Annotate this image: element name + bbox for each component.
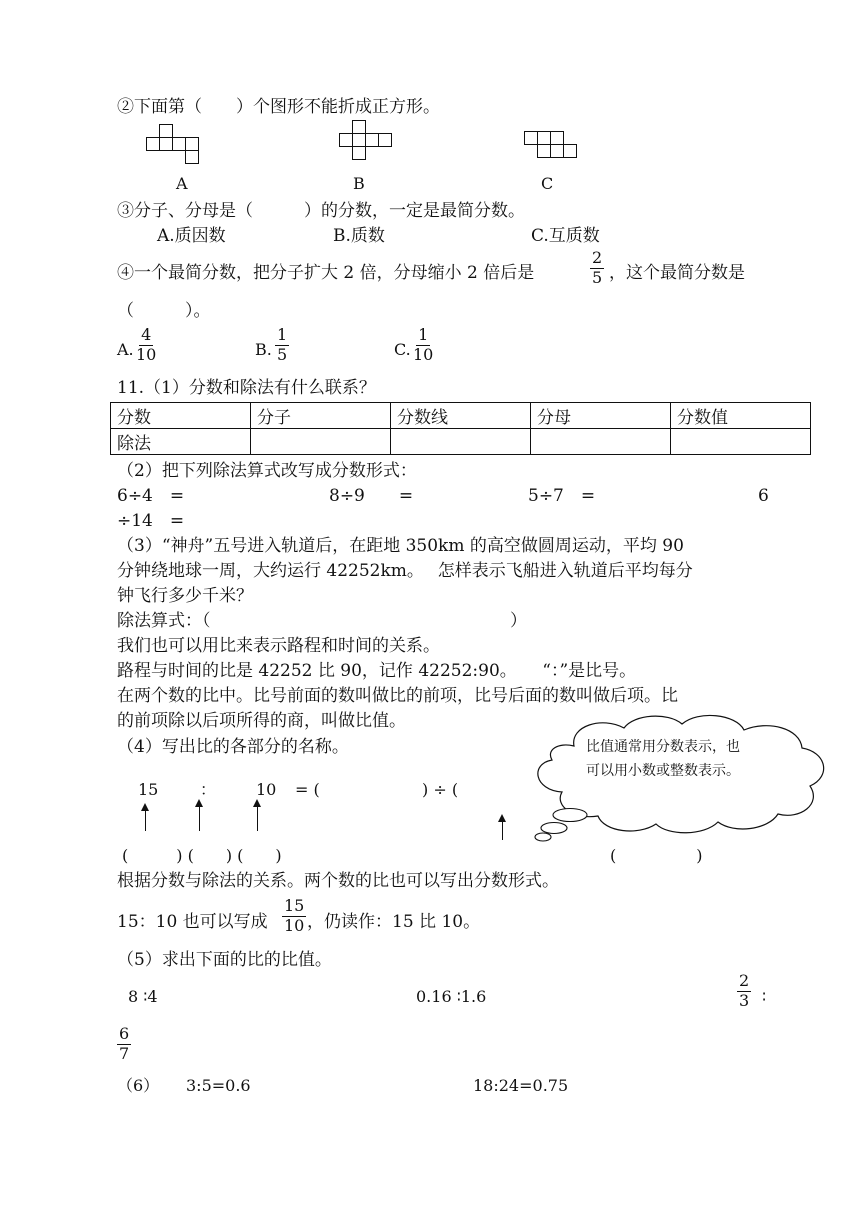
ratio-value-b: 0.16 ∶1.6 [416, 987, 487, 1006]
ratio-intro: 我们也可以用比来表示路程和时间的关系。 [117, 636, 440, 656]
ratio-value-d-num: 6 [119, 1024, 130, 1043]
table-cell [531, 429, 671, 455]
q4-fraction-den: 5 [592, 267, 603, 287]
q11-part6-label: （6） [117, 1076, 160, 1095]
fraction-relation: 根据分数与除法的关系。两个数的比也可以写出分数形式。 [117, 871, 559, 891]
ratio-colon: ： [200, 780, 217, 799]
fraction-division-table [110, 402, 811, 455]
table-row [111, 403, 811, 429]
q4-fraction-num: 2 [592, 248, 603, 267]
q4-option-a-num: 4 [141, 325, 152, 344]
ratio-value-d-den: 7 [119, 1043, 130, 1063]
ratio-division: ) ÷ ( [422, 780, 459, 799]
q4-fraction [590, 250, 604, 287]
figure-label-c: C [541, 174, 554, 193]
fraction-example-pre: 15：10 也可以写成 [117, 912, 268, 932]
table-cell [251, 429, 391, 455]
fraction-example-post: ，仍读作：15 比 10。 [307, 912, 481, 932]
ratio-value-c-den: 3 [739, 990, 750, 1010]
division-eq-4-start: 6 [758, 486, 769, 506]
arrow-up-icon [199, 806, 200, 831]
cloud-text-line2: 可以用小数或整数表示。 [586, 763, 740, 779]
ratio-value-blank: ( ) [610, 846, 703, 865]
table-cell [671, 429, 811, 455]
q11-part2-title: （2）把下列除法算式改写成分数形式： [117, 461, 417, 481]
ratio-value-c-num: 2 [739, 971, 750, 990]
ratio-part-blanks: ( ) ( ) ( ) [122, 846, 282, 865]
division-eq-2: 8÷9 = [329, 486, 414, 506]
fraction-example-num: 15 [284, 896, 305, 915]
q4-option-b-frac [275, 327, 289, 364]
fraction-example-den: 10 [284, 915, 305, 935]
ratio-value-c-frac [737, 973, 751, 1010]
q4-option-b-prefix: B. [255, 340, 272, 359]
q4-line2: （ ）。 [117, 301, 211, 321]
ratio-value-d-frac [117, 1026, 131, 1063]
ratio-example-1: 3:5=0.6 [186, 1076, 251, 1095]
division-expression-label: 除法算式：（ [117, 611, 211, 631]
figure-label-a: A [176, 174, 188, 193]
ratio-front-term: 15 [138, 780, 159, 799]
arrow-up-icon [502, 821, 503, 840]
division-eq-4-end: ÷14 = [117, 511, 185, 531]
division-eq-1: 6÷4 = [117, 486, 185, 506]
q11-part3-line2: 分钟绕地球一周，大约运行 42252km。 怎样表示飞船进入轨道后平均每分 [117, 561, 693, 581]
ratio-example-2: 18:24=0.75 [473, 1076, 569, 1095]
cloud-text-line1: 比值通常用分数表示，也 [586, 739, 740, 755]
q4-option-b-den: 5 [277, 344, 288, 364]
q4-option-c-den: 10 [413, 344, 434, 364]
q3-option-a: A.质因数 [157, 226, 226, 246]
ratio-definition-line1: 在两个数的比中。比号前面的数叫做比的前项，比号后面的数叫做后项。比 [117, 686, 678, 706]
ratio-value-a: 8 ∶4 [128, 987, 158, 1006]
q4-option-c-num: 1 [418, 325, 429, 344]
table-cell: 分母 [531, 403, 671, 429]
ratio-value-c-colon: ∶ [762, 987, 767, 1006]
table-row [111, 429, 811, 455]
ratio-definition-line2: 的前项除以后项所得的商，叫做比值。 [117, 711, 406, 731]
ratio-back-term: 10 [256, 780, 277, 799]
q3-text: ③分子、分母是（ ）的分数，一定是最简分数。 [117, 201, 525, 221]
ratio-notation: 路程与时间的比是 42252 比 90，记作 42252:90。 “：”是比号。 [117, 661, 637, 681]
q4-text: ④一个最简分数，把分子扩大 2 倍，分母缩小 2 倍后是 [117, 263, 535, 283]
q4-option-b-num: 1 [277, 325, 288, 344]
table-cell: 除法 [111, 429, 251, 455]
figure-label-b: B [353, 174, 365, 193]
q4-option-c-prefix: C. [394, 340, 411, 359]
q4-option-a-prefix: A. [117, 340, 134, 359]
q4-option-c-frac [413, 327, 433, 364]
arrow-up-icon [257, 806, 258, 831]
q4-option-a-den: 10 [136, 344, 157, 364]
table-cell: 分数线 [391, 403, 531, 429]
q2-text: ②下面第（ ）个图形不能折成正方形。 [117, 97, 440, 117]
q11-part3-line1: （3）“神舟”五号进入轨道后，在距地 350km 的高空做圆周运动，平均 90 [117, 536, 684, 556]
table-cell: 分数 [111, 403, 251, 429]
fraction-example-frac [282, 898, 306, 935]
q3-option-b: B.质数 [333, 226, 385, 246]
q4-option-a-frac [136, 327, 156, 364]
table-cell [391, 429, 531, 455]
q11-part3-line3: 钟飞行多少千米？ [117, 586, 253, 606]
division-eq-3: 5÷7 = [528, 486, 596, 506]
division-expression-close: ） [510, 611, 527, 631]
q11-part4-title: （4）写出比的各部分的名称。 [117, 737, 349, 757]
table-cell: 分子 [251, 403, 391, 429]
table-cell: 分数值 [671, 403, 811, 429]
arrow-up-icon [145, 810, 146, 831]
q3-option-c: C.互质数 [531, 226, 600, 246]
ratio-equals: = ( [295, 780, 320, 799]
q4-text-after: ，这个最简分数是 [609, 263, 745, 283]
q11-part5-title: （5）求出下面的比的比值。 [117, 950, 332, 970]
q11-title: 11.（1）分数和除法有什么联系？ [117, 378, 376, 398]
